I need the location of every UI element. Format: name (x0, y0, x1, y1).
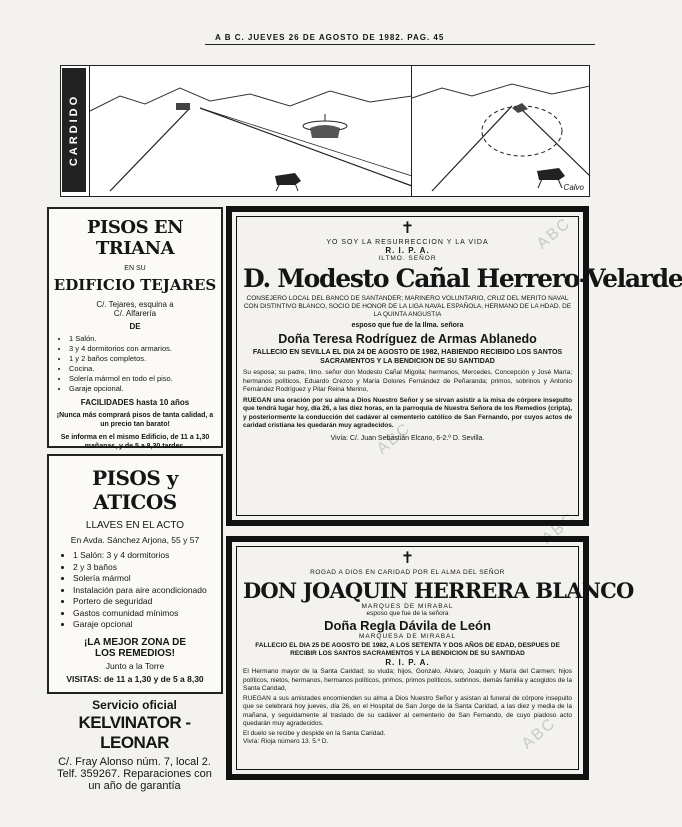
ad-kelvinator (47, 698, 222, 792)
list-item: • 1 Salón: 3 y 4 dormitorios (73, 550, 217, 562)
servicio-label: Servicio oficial (92, 698, 177, 712)
llaves: LLAVES EN EL ACTO (85, 520, 185, 531)
fallecio: FALLECIO EN SEVILLA EL DIA 24 DE AGOSTO DE 1982, HABIENDO RECIBIDO LOS SANTOS SACRAMENTOS Y LA BENDICION DE SU SANTIDAD (252, 349, 563, 365)
ad-sub: EN SU (124, 265, 146, 272)
ad-title: PISOS y ATICOS (92, 466, 178, 514)
watermark: ABC (533, 214, 575, 253)
ad-title: PISOS EN TRIANA (86, 217, 184, 259)
list-item: • Solería mármol en todo el piso. (69, 374, 217, 384)
warranty-line: un año de garantía (88, 780, 181, 792)
list-item: • Portero de seguridad (73, 596, 217, 608)
comic-label: CARDIDO (62, 68, 86, 192)
address-line: C/. Alfarería (113, 309, 157, 318)
comic-panel-1 (89, 66, 412, 196)
watermark: ABC (518, 714, 560, 753)
deceased-name: DON JOAQUIN HERRERA BLANCO (243, 578, 634, 603)
fallecio: FALLECIO EL DIA 25 DE AGOSTO DE 1982, A LOS SETENTA Y DOS AÑOS DE EDAD, DESPUES DE RECIBIR LOS SANTOS SACRAMENTOS Y LA BENDICION DE SU SANTIDAD (255, 642, 560, 657)
features-list (55, 334, 217, 394)
comic-panel-2 (411, 66, 590, 196)
cross-icon: ✝ (400, 550, 415, 567)
motto: YO SOY LA RESURRECCION Y LA VIDA (326, 239, 489, 246)
marques: MARQUES DE MIRABAL (361, 603, 454, 610)
family-text: Su esposa; su padre, Ilmo. señor don Modesto Cañal Migolla; hermanos, Mercedes, Concepción y José María; hermanos políticos, Eduardo Crezco y María Dolores Fernández de Peñaranda; primos, sobrinos y Antonio Fernández Rodríguez y Pilar Reina Merino, (243, 369, 572, 393)
header-rule (205, 44, 595, 45)
comic-signature: Calvo (563, 183, 584, 192)
address-line: En Avda. Sánchez Arjona, 55 y 57 (70, 535, 200, 545)
info-line: Se informa en el mismo Edificio, de 11 a 1,30 mañanas, y de 5 a 8,30 tardes. (60, 434, 210, 450)
address-line: Vivía: Rioja número 13. 5.º D. (243, 738, 329, 745)
list-item: • Garaje opcional. (69, 384, 217, 394)
promo-line: ¡Nunca más comprará pisos de tanta calidad, a un precio tan barato! (56, 412, 214, 428)
wife-name: Doña Teresa Rodríguez de Armas Ablanedo (278, 332, 537, 346)
rogad: ROGAD A DIOS EN CARIDAD POR EL ALMA DEL SEÑOR (310, 569, 505, 576)
torre-line: Junto a la Torre (105, 660, 165, 671)
list-item: • 3 y 4 dormitorios con armarios. (69, 344, 217, 354)
ad-pisos-aticos (47, 454, 223, 694)
list-item: • 1 y 2 baños completos. (69, 354, 217, 364)
list-item: • Solería mármol (73, 573, 217, 585)
page-header: A B C. JUEVES 26 DE AGOSTO DE 1982. PAG. 45 (215, 33, 445, 42)
deceased-desc: CONSEJERO LOCAL DEL BANCO DE SANTANDER; MARINERO VOLUNTARIO, CRUZ DEL MERITO NAVAL CON DISTINTIVO BLANCO, SOCIO DE HONOR DE LA LIGA NAVAL ESPAÑOLA, HERMANO DE LA HDAD. DE LA QUINTA ANGUSTIA (243, 295, 572, 318)
list-item: • Cocina. (69, 364, 217, 374)
list-item: • Gastos comunidad mínimos (73, 608, 217, 620)
cross-icon: ✝ (400, 220, 415, 237)
comic-drawing-2 (412, 66, 590, 196)
features-list (59, 550, 217, 631)
phone-line: Telf. 359267. Reparaciones con (57, 768, 212, 780)
deceased-name: D. Modesto Cañal Herrero-Velarde (243, 264, 682, 293)
duelo-text: El duelo se recibe y despide en la Santa Caridad. (243, 729, 386, 737)
rip: R. I. P. A. (385, 658, 430, 667)
comic-drawing-1 (90, 66, 412, 196)
visitas-line: VISITAS: de 11 a 1,30 y de 5 a 8,30 (66, 673, 204, 684)
list-item: • Garaje opcional (73, 619, 217, 631)
watermark: ABC (373, 419, 415, 458)
brand-name: KELVINATOR - LEONAR (78, 713, 191, 752)
ruegan-text: RUEGAN una oración por su alma a Dios Nuestro Señor y se sirvan asistir a la misa de córpore insepulto que tendrá lugar hoy, día 26, a las diez horas, en la parroquia de Nuestra Señora de los Remedios (cripta), y posteriormente la conducción del cadáver al cementerio católico de San Fernando, por cuyos actos de caridad cristiana les quedarán muy agradecidos. (243, 396, 572, 429)
zona-line: LOS REMEDIOS! (94, 647, 175, 659)
honorific: ILTMO. SEÑOR (378, 255, 437, 262)
rip: R. I. P. A. (385, 246, 430, 255)
facilidades: FACILIDADES hasta 10 años (80, 398, 190, 407)
marquesa: MARQUESA DE MIRABAL (358, 633, 457, 640)
zona-line: ¡LA MEJOR ZONA DE (83, 636, 187, 648)
address-line: Vivía: C/. Juan Sebastián Elcano, 6-2.º D. Sevilla. (330, 434, 485, 442)
ad-pisos-triana (47, 207, 223, 448)
address-line: C/. Fray Alonso núm. 7, local 2. (58, 756, 211, 768)
comic-strip (60, 65, 590, 197)
ruegan-text: RUEGAN a sus amistades encomienden su alma a Dios Nuestro Señor y asistan al funeral de córpore insepulto que se celebrará hoy jueves, día 26, en el Hospital de San Jorge de la Santa Caridad, a las diez y media de la mañana, y seguidamente al traslado de su cadáver al cementerio de San Fernando, de cuyo piadoso acto quedarán muy agradecidos. (243, 694, 572, 727)
wife-name: Doña Regla Dávila de León (324, 618, 491, 633)
address-line: C/. Tejares, esquina a (96, 300, 174, 309)
obituary-cañal (226, 206, 682, 526)
watermark: ABC (538, 509, 580, 548)
de-label: DE (129, 322, 141, 331)
list-item: • 2 y 3 baños (73, 562, 217, 574)
list-item: • Instalación para aire acondicionado (73, 585, 217, 597)
list-item: • 1 Salón. (69, 334, 217, 344)
building-name: EDIFICIO TEJARES (53, 276, 217, 294)
obituary-herrera (226, 536, 634, 780)
esposo-label: esposo que fue de la señora (366, 610, 449, 617)
esposo-label: esposo que fue de la Ilma. señora (351, 322, 464, 329)
family-text: El Hermano mayor de la Santa Caridad; su viuda; hijos, Gonzalo, Alvaro, Joaquín y María del Carmen; hijos políticos, nietos, hermanos, hermanos políticos, primos, primos políticos, sobrinos, demás familia y acogidos de la Santa Caridad, (243, 668, 572, 692)
